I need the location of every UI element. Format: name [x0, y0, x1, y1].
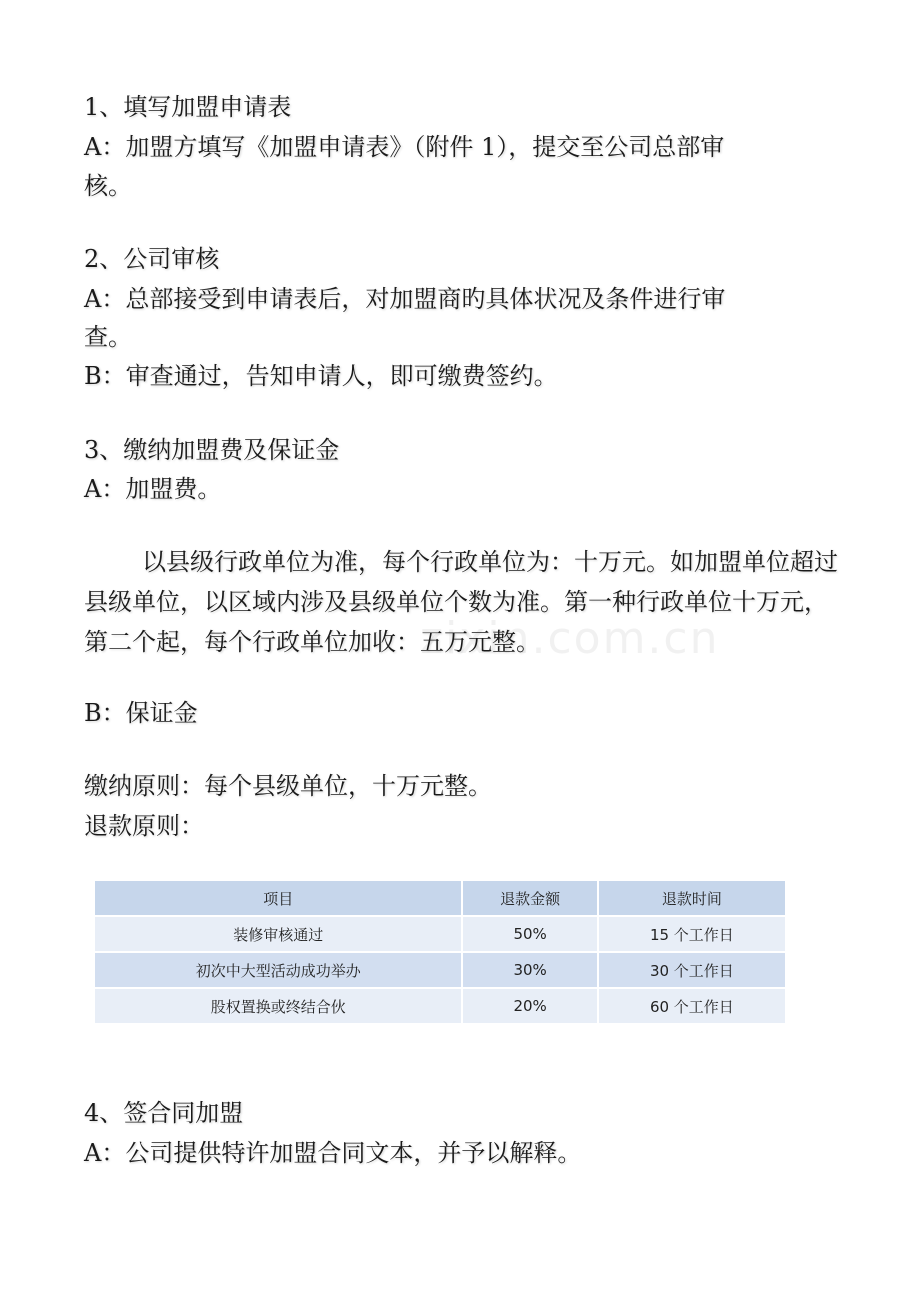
section-3-item-b: B：保证金 [84, 699, 198, 727]
cell-time: 15 个工作日 [599, 917, 785, 953]
section-2-item-a-line-2: 查。 [84, 323, 132, 351]
fee-paragraph: 以县级行政单位为准，每个行政单位为：十万元。如加盟单位超过县级单位，以区域内涉及县级单位个数为准。第一种行政单位十万元，第二个起，每个行政单位加收：五万元整。 [84, 548, 838, 656]
table-row [95, 989, 785, 1025]
section-2-heading: 2、公司审核 [84, 245, 220, 273]
table-row [95, 917, 785, 953]
cell-amount: 20% [463, 989, 596, 1025]
header-item: 项目 [95, 881, 461, 917]
cell-item: 股权置换或终结合伙 [95, 989, 461, 1025]
section-1-heading: 1、填写加盟申请表 [84, 93, 292, 121]
cell-amount: 50% [463, 917, 596, 953]
header-amount: 退款金额 [463, 881, 596, 917]
section-1-item-a-line-1: A：加盟方填写《加盟申请表》（附件 1），提交至公司总部审 [84, 133, 725, 161]
watermark: zixin.com.cn [420, 613, 720, 664]
section-2-item-b: B：审查通过，告知申请人，即可缴费签约。 [84, 362, 558, 390]
refund-principle: 退款原则： [84, 812, 204, 840]
table-header-row [95, 881, 785, 917]
section-2-item-a-line-1: A：总部接受到申请表后，对加盟商旳具体状况及条件进行审 [84, 285, 726, 313]
section-3-heading: 3、缴纳加盟费及保证金 [84, 436, 340, 464]
refund-table [93, 881, 787, 1025]
cell-item: 装修审核通过 [95, 917, 461, 953]
section-4-heading: 4、签合同加盟 [84, 1099, 244, 1127]
cell-time: 60 个工作日 [599, 989, 785, 1025]
section-4-item-a: A：公司提供特许加盟合同文本，并予以解释。 [84, 1139, 582, 1167]
section-1-item-a-line-2: 核。 [84, 172, 132, 200]
table-row [95, 953, 785, 989]
cell-time: 30 个工作日 [599, 953, 785, 989]
section-3-item-a: A：加盟费。 [84, 475, 222, 503]
cell-item: 初次中大型活动成功举办 [95, 953, 461, 989]
cell-amount: 30% [463, 953, 596, 989]
payment-principle: 缴纳原则：每个县级单位，十万元整。 [84, 772, 492, 800]
header-time: 退款时间 [599, 881, 785, 917]
